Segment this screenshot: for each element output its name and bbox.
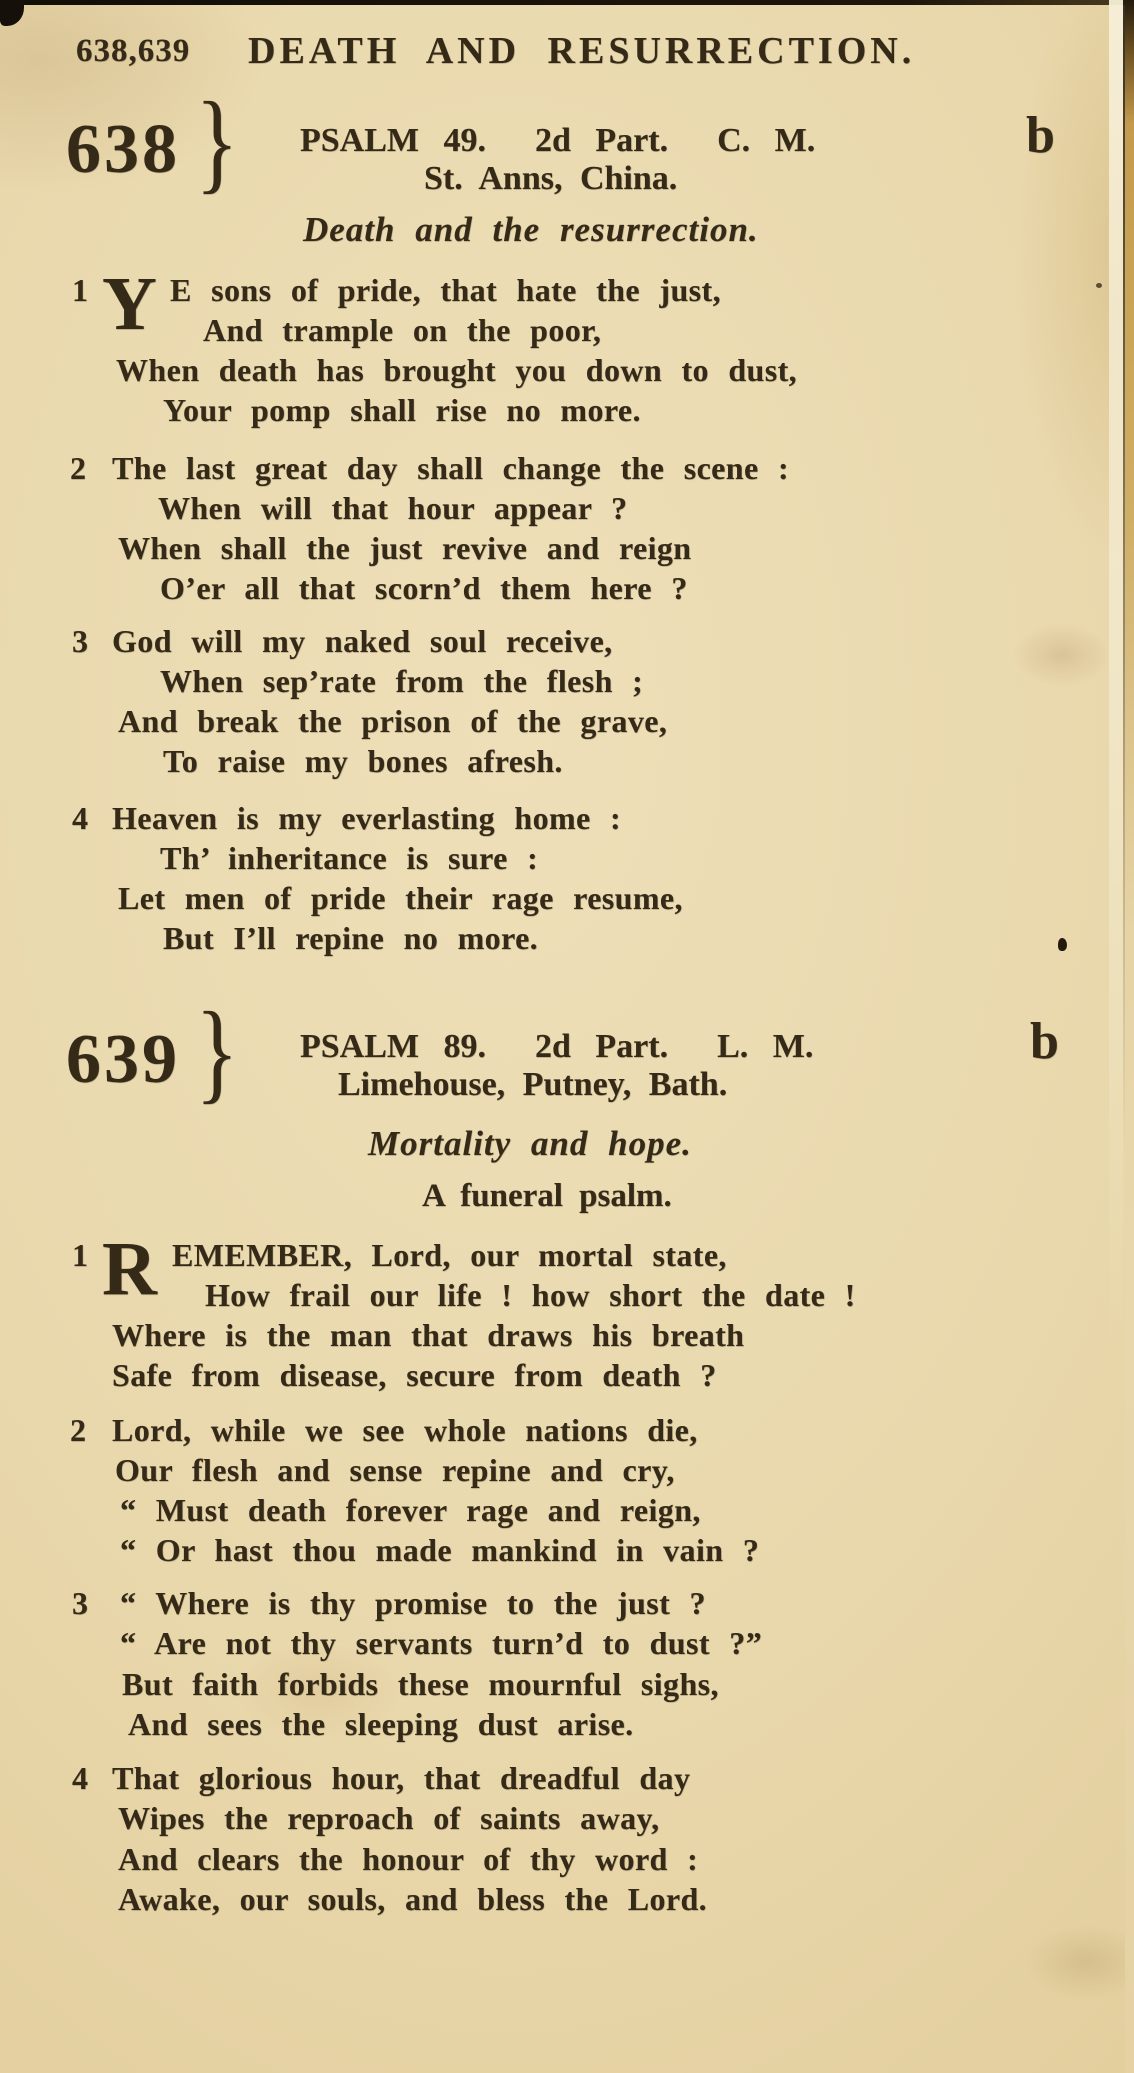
drop-cap: Y	[102, 262, 157, 346]
verse-line: When sep’rate from the flesh ;	[160, 663, 644, 699]
page-edge-highlight	[1109, 0, 1123, 1350]
verse-line: How frail our life ! how short the date !	[205, 1277, 856, 1313]
verse-line: Heaven is my everlasting home :	[112, 800, 622, 836]
verse-line: Safe from disease, secure from death ?	[112, 1357, 717, 1393]
hymn-638-flat-key-letter: b	[1026, 107, 1055, 164]
verse-line: When shall the just revive and reign	[118, 530, 692, 566]
hymn-638-brace-glyph: }	[195, 80, 239, 204]
verse-line: But faith forbids these mournful sighs,	[122, 1666, 719, 1702]
verse-number: 4	[72, 1760, 88, 1796]
verse-line: Your pomp shall rise no more.	[163, 392, 641, 428]
verse-line: Where is the man that draws his breath	[112, 1317, 745, 1353]
verse-line: To raise my bones afresh.	[163, 743, 563, 779]
drop-cap: R	[102, 1227, 157, 1311]
verse-number: 4	[72, 800, 88, 836]
verse-number: 1	[72, 272, 88, 308]
verse-line: The last great day shall change the scene :	[112, 450, 790, 486]
paper-speck	[1096, 283, 1102, 288]
scan-corner-mark	[0, 0, 24, 26]
hymn-638-subtitle: Death and the resurrection.	[303, 210, 759, 249]
verse-line: And break the prison of the grave,	[118, 703, 668, 739]
hymn-639-subtitle: Mortality and hope.	[368, 1124, 692, 1163]
hymn-638-number: 638	[66, 111, 180, 188]
verse-number: 3	[72, 1585, 88, 1621]
verse-line: EMEMBER, Lord, our mortal state,	[172, 1237, 727, 1273]
hymn-639-tune-names: Limehouse, Putney, Bath.	[338, 1066, 728, 1103]
hymn-638-tune-names: St. Anns, China.	[424, 160, 678, 197]
verse-line: When will that hour appear ?	[158, 490, 628, 526]
book-edge-strip	[1125, 0, 1134, 2073]
verse-line: Our flesh and sense repine and cry,	[115, 1452, 675, 1488]
verse-line: When death has brought you down to dust,	[116, 352, 798, 388]
verse-line: Lord, while we see whole nations die,	[112, 1412, 698, 1448]
running-header-section-title: DEATH AND RESURRECTION.	[248, 30, 916, 72]
hymn-639-brace-glyph: }	[195, 990, 239, 1114]
hymn-639-funeral-note: A funeral psalm.	[422, 1178, 672, 1214]
ink-blot	[1058, 938, 1067, 951]
verse-line: E sons of pride, that hate the just,	[170, 272, 721, 308]
hymn-639-flat-key-letter: b	[1030, 1013, 1059, 1070]
verse-line: Wipes the reproach of saints away,	[118, 1800, 660, 1836]
hymn-638-psalm-heading: PSALM 49. 2d Part. C. M.	[300, 122, 816, 159]
verse-line: And clears the honour of thy word :	[118, 1841, 699, 1877]
verse-line: “ Are not thy servants turn’d to dust ?”	[120, 1625, 763, 1661]
scan-top-edge	[0, 0, 1134, 5]
verse-line: Th’ inheritance is sure :	[160, 840, 539, 876]
verse-number: 1	[72, 1237, 88, 1273]
hymn-639-number: 639	[66, 1021, 180, 1098]
verse-line: God will my naked soul receive,	[112, 623, 613, 659]
verse-line: And sees the sleeping dust arise.	[128, 1706, 634, 1742]
running-header-page-numbers: 638,639	[76, 33, 191, 69]
verse-line: Let men of pride their rage resume,	[118, 880, 683, 916]
verse-line: O’er all that scorn’d them here ?	[160, 570, 688, 606]
verse-line: “ Or hast thou made mankind in vain ?	[120, 1532, 760, 1568]
verse-number: 2	[70, 450, 86, 486]
verse-number: 2	[70, 1412, 86, 1448]
verse-line: That glorious hour, that dreadful day	[112, 1760, 691, 1796]
verse-line: But I’ll repine no more.	[163, 920, 539, 956]
verse-line: Awake, our souls, and bless the Lord.	[118, 1881, 708, 1917]
verse-line: “ Must death forever rage and reign,	[120, 1492, 701, 1528]
verse-line: “ Where is thy promise to the just ?	[120, 1585, 706, 1621]
hymn-639-psalm-heading: PSALM 89. 2d Part. L. M.	[300, 1028, 814, 1065]
verse-line: And trample on the poor,	[203, 312, 602, 348]
verse-number: 3	[72, 623, 88, 659]
